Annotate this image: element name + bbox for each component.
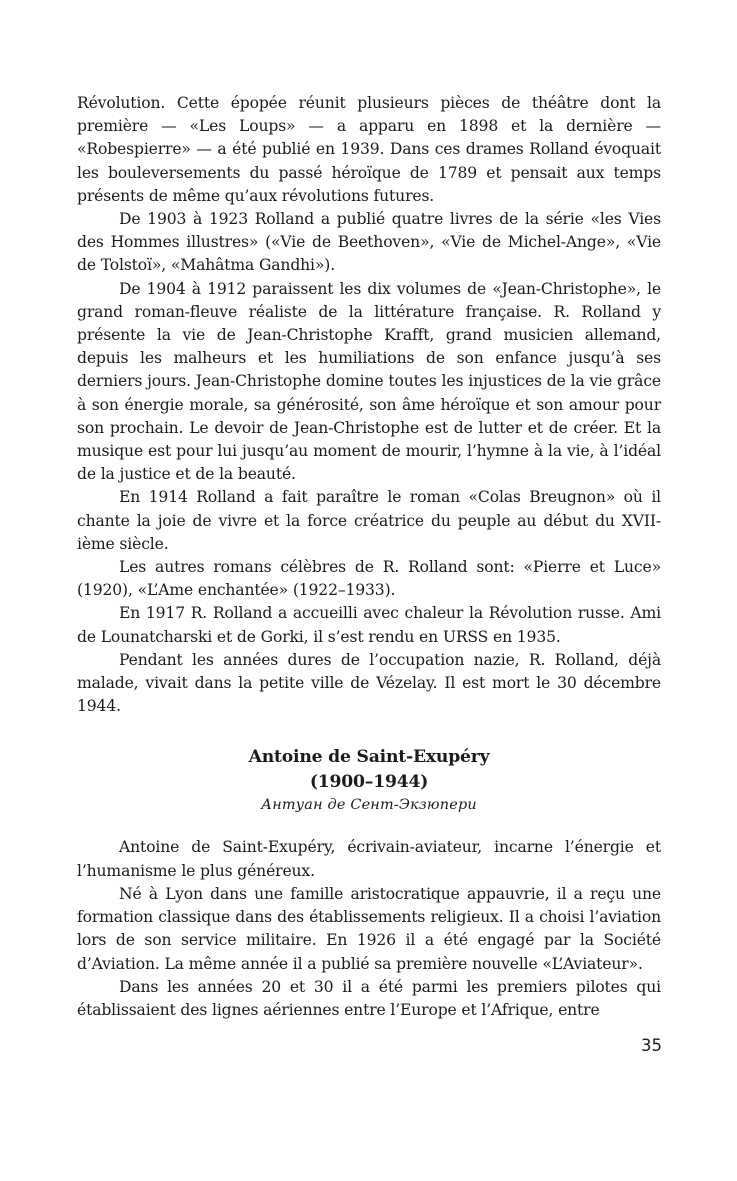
paragraph-autres-romans: Les autres romans célèbres de R. Rolland sont: «Pierre et Luce» (1920), «L’Ame enchantée» (1922–1933).	[77, 558, 661, 600]
paragraph-revolution-russe: En 1917 R. Rolland a accueilli avec chaleur la Révolution russe. Ami de Lounatcharski et de Gorki, il s’est rendu en URSS en 1935.	[77, 604, 661, 646]
page-text	[77, 92, 661, 1022]
paragraph-lignes-aeriennes: Dans les années 20 et 30 il a été parmi les premiers pilotes qui établissaient des lignes aériennes entre l’Europe et l’Afrique, entre	[77, 977, 661, 1019]
paragraph-vies-hommes-illustres: De 1903 à 1923 Rolland a publié quatre livres de la série «les Vies des Hommes illustres» («Vie de Beethoven», «Vie de Michel-Ange», «Vie de Tolstoï», «Mahâtma Gandhi»).	[77, 210, 661, 275]
paragraph-ecrivain-aviateur: Antoine de Saint-Exupéry, écrivain-aviateur, incarne l’énergie et l’humanisme le plus généreux.	[77, 838, 661, 880]
section-body	[77, 836, 661, 1022]
heading-subtitle: Антуан де Сент-Экзюпери	[261, 797, 477, 814]
paragraph-jean-christophe: De 1904 à 1912 paraissent les dix volumes de «Jean-Christophe», le grand roman-fleuve réaliste de la littérature française. R. Rolland y présente la vie de Jean-Christophe Krafft, grand musicien allemand, depuis les malheurs et les humiliations de son enfance jusqu’à ses derniers jours. Jean-Christophe domine toutes les injustices de la vie grâce à son énergie morale, sa générosité, son âme héroïque et son amour pour son prochain. Le devoir de Jean-Christophe est de lutter et de créer. Et la musique est pour lui jusqu’au moment de mourir, l’hymne à la vie, à l’idéal de la justice et de la beauté.	[77, 279, 661, 484]
paragraph-colas-breugnon: En 1914 Rolland a fait paraître le roman «Colas Breugnon» où il chante la joie de vivre et la force créatrice du peuple au début du XVII-ième siècle.	[77, 488, 661, 553]
paragraph-ne-a-lyon: Né à Lyon dans une famille aristocratique appauvrie, il a reçu une formation classique dans des établissements religieux. Il a choisi l’aviation lors de son service militaire. En 1926 il a été engagé par la Société d’Aviation. La même année il a publié sa première nouvelle «L’Aviateur».	[77, 884, 661, 973]
heading-years: (1900–1944)	[309, 772, 429, 793]
paragraph-occupation: Pendant les années dures de l’occupation nazie, R. Rolland, déjà malade, vivait dans la petite ville de Vézelay. Il est mort le 30 décembre 1944.	[77, 650, 661, 716]
section-heading	[77, 745, 661, 816]
paragraph-revolution: Révolution. Cette épopée réunit plusieurs pièces de théâtre dont la première — «Les Loups» — a apparu en 1898 et la dernière — «Robespierre» — a été publié en 1939. Dans ces drames Rolland évoquait les bouleversements du passé héroïque de 1789 et pensait aux temps présents de même qu’aux révolutions futures.	[77, 94, 661, 205]
page-number: 35	[641, 1036, 662, 1055]
heading-title: Antoine de Saint-Exupéry	[248, 747, 490, 768]
